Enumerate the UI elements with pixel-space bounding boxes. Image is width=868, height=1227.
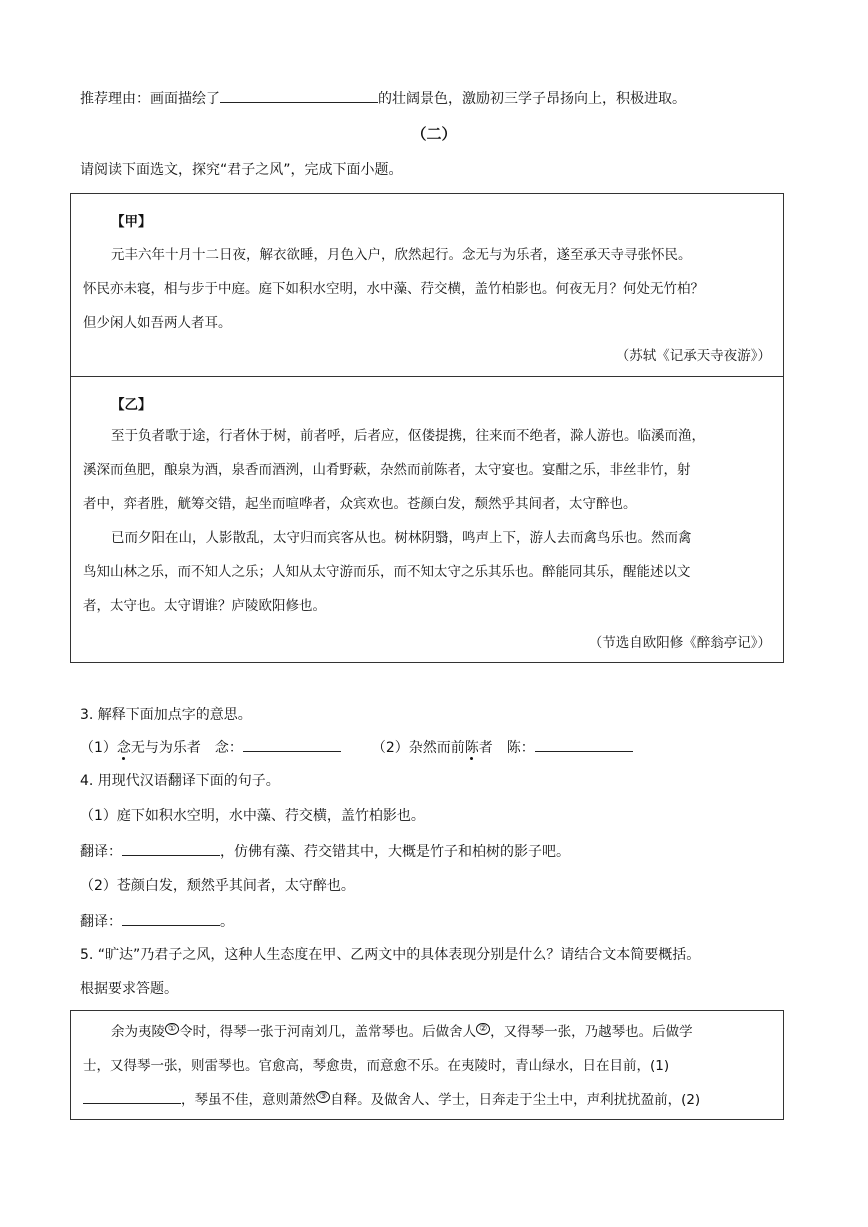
q3-items <box>80 737 633 758</box>
passage-jia-line: 但少闲人如吾两人者耳。 <box>83 315 232 331</box>
q4-answer-blank-2[interactable] <box>122 911 220 926</box>
passage-jia-text <box>83 238 771 340</box>
q5-title: 5. “旷达”乃君子之风，这种人生态度在甲、乙两文中的具体表现分别是什么？请结合文本简要概括。 <box>80 947 701 963</box>
recommend-line <box>80 88 686 109</box>
q3-item1-dotted-char: 念 <box>116 740 131 756</box>
q4-t2-prefix: 翻译： <box>80 914 122 930</box>
footnote-marker-2: ② <box>476 1023 490 1035</box>
q4-t1-suffix: ，仿佛有藻、荇交错其中，大概是竹子和柏树的影子吧。 <box>220 844 570 860</box>
passage-c-box <box>70 1010 784 1120</box>
q4-title: 4. 用现代汉语翻译下面的句子。 <box>80 773 280 789</box>
recommend-suffix: 的壮阔景色，激励初三学子昂扬向上，积极进取。 <box>378 91 686 107</box>
footnote-marker-1: ① <box>165 1023 179 1035</box>
q5-sub: 根据要求答题。 <box>80 981 178 997</box>
footnote-marker-3: ③ <box>316 1091 330 1103</box>
q3-item1-prefix: （1） <box>80 740 117 756</box>
q4-t1-prefix: 翻译： <box>80 844 122 860</box>
q3-answer-blank-1[interactable] <box>243 737 341 752</box>
section-title: （二） <box>411 125 457 143</box>
passage-yi-line: 鸟知山林之乐，而不知人之乐；人知从太守游而乐，而不知太守之乐其乐也。醉能同其乐，醒能述以文 <box>83 564 691 580</box>
passage-c-text-part: 士，又得琴一张，则雷琴也。官愈高，琴愈贵，而意愈不乐。在夷陵时，青山绿水，日在目前，(1) <box>83 1058 670 1074</box>
recommend-prefix: 推荐理由：画面描绘了 <box>80 91 220 107</box>
passage-jia-line: 元丰六年十月十二日夜，解衣欲睡，月色入户，欣然起行。念无与为乐者，遂至承天寺寻张怀民。 <box>111 247 692 263</box>
q4-t2-suffix: 。 <box>220 914 234 930</box>
passage-jia-label: 【甲】 <box>111 214 152 230</box>
passage-jia-source: （苏轼《记承天寺夜游》） <box>615 348 771 364</box>
passage-c-text-part: 令时，得琴一张于河南刘几，盖常琴也。后做舍人 <box>179 1024 477 1040</box>
q3-item2-dotted-char: 陈 <box>464 740 479 756</box>
passage-c-text-part: ，琴虽不佳，意则萧然 <box>181 1092 316 1108</box>
q3-title: 3. 解释下面加点字的意思。 <box>80 707 252 723</box>
q4-sentence-1: （1）庭下如积水空明，水中藻、荇交横，盖竹柏影也。 <box>80 808 425 824</box>
q4-translation-1 <box>80 841 570 862</box>
passage-yi-line: 者中，弈者胜，觥筹交错，起坐而喧哗者，众宾欢也。苍颜白发，颓然乎其间者，太守醉也。 <box>83 496 637 512</box>
q4-translation-2 <box>80 911 234 932</box>
passage-yi-box <box>70 376 784 663</box>
passage-c-answer-blank-1[interactable] <box>83 1089 181 1104</box>
passage-jia-box <box>70 193 784 377</box>
answer-blank[interactable] <box>220 88 378 103</box>
q4-answer-blank-1[interactable] <box>122 841 220 856</box>
q4-sentence-2: （2）苍颜白发，颓然乎其间者，太守醉也。 <box>80 878 355 894</box>
passage-yi-line: 溪深而鱼肥，酿泉为酒，泉香而酒洌，山肴野蔌，杂然而前陈者，太守宴也。宴酣之乐，非丝非竹，射 <box>83 462 691 478</box>
passage-yi-label: 【乙】 <box>111 397 152 413</box>
passage-yi-text <box>83 419 771 623</box>
passage-yi-source: （节选自欧阳修《醉翁亭记》） <box>588 635 771 651</box>
passage-c-text-part: 余为夷陵 <box>111 1024 165 1040</box>
q3-item2-prefix: （2）杂然而前 <box>371 740 465 756</box>
passage-yi-line: 者，太守也。太守谓谁？庐陵欧阳修也。 <box>83 598 326 614</box>
q3-item1-rest: 无与为乐者 念： <box>130 740 243 756</box>
instruction: 请阅读下面选文，探究“君子之风”，完成下面小题。 <box>80 162 403 178</box>
passage-c-text-part: 自释。及做舍人、学士，日奔走于尘土中，声利扰扰盈前，(2) <box>330 1092 701 1108</box>
q3-answer-blank-2[interactable] <box>535 737 633 752</box>
passage-jia-line: 怀民亦未寝，相与步于中庭。庭下如积水空明，水中藻、荇交横，盖竹柏影也。何夜无月？何处无竹柏？ <box>83 281 704 297</box>
passage-c-text <box>83 1015 771 1117</box>
passage-yi-line: 至于负者歌于途，行者休于树，前者呼，后者应，伛偻提携，往来而不绝者，滁人游也。临溪而渔， <box>111 428 705 444</box>
q3-item2-rest: 者 陈： <box>478 740 535 756</box>
passage-yi-line: 已而夕阳在山，人影散乱，太守归而宾客从也。树林阴翳，鸣声上下，游人去而禽鸟乐也。然而禽 <box>111 530 692 546</box>
passage-c-text-part: ，又得琴一张，乃越琴也。后做学 <box>490 1024 693 1040</box>
